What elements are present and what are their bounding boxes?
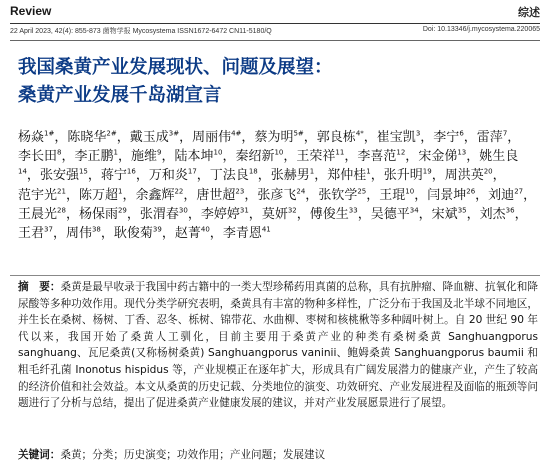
author-affiliation-marker: 23: [235, 187, 245, 196]
author-name: 宋金俤: [418, 149, 458, 165]
keywords-label: 关键词：: [18, 449, 61, 461]
author-name: 范宇光: [18, 187, 58, 203]
author-name: 李宁: [433, 130, 460, 145]
citation-bar: [10, 26, 540, 38]
author-list: 杨焱$^{1\#}$，陈晓华$^{2\#}$，戴玉成$^{3\#}$，周丽伟$^{4\#}$，蔡为明$^{5\#}$，郭良栋$^{4*}$，崔宝凯$^3$，李宁$^6$，雷萍$^7$，李长田$^8$，李正鹏$^1$，施维$^9$，陆本坤$^{10}$，秦绍新$^{10}$，王荣祥$^{11}$，李喜范$^{12}$，宋金俤$^{13}$，姚生良$^{14}$，张安强$^{15}$，蒋宁$^{16}$，万和炎$^{17}$，丁法良$^{18}$，张赫男$^1$，郑仲桂$^1$，张升明$^{19}$，周洪英$^{20}$，范宇光$^{21}$，陈万超$^1$，余鑫辉$^{22}$，唐世超$^{23}$，张彦飞$^{24}$，张钦学$^{25}$，王琨$^{10}$，闫景坤$^{26}$，刘迪$^{27}$，王晨光$^{28}$，杨保雨$^{29}$，张渭春$^{30}$，李婷婷$^{31}$，莫妍$^{32}$，傅俊生$^{33}$，吴德平$^{34}$，宋斌$^{35}$，刘杰$^{36}$，王君$^{37}$，周伟$^{38}$，耿俊菊$^{39}$，赵菁$^{40}$，李青恩$^{41}$: [18, 129, 537, 242]
author-affiliation-marker: 9: [157, 148, 162, 157]
author-name: 李婷婷: [200, 206, 240, 222]
author-name: 王君: [18, 226, 45, 242]
abstract-text: 桑黄是最早收录于我国中药古籍中的一类大型珍稀药用真菌的总称，具有抗肿瘤、降血糖、抗氧化和降尿酸等多种功效作用。现代分类学研究表明，桑黄具有丰富的物种多样性，广泛分布于我国及北半球不同地区，并生长在桑树、杨树、丁香、忍冬、栎树、锦带花、水曲柳、枣树和核桃楸等多种阔叶树上。自 20 世纪 90 年代以来，我国开始了桑黄人工驯化，目前主要用于桑黄产业的种类有桑树桑黄 Sanghuangporus sanghuang、瓦尼桑黄(又称杨树桑黄) Sanghuangporus vaninii、鲍姆桑黄 Sanghuangporus baumii 和粗毛纤孔菌 Inonotus hispidus 等，产业规模正在逐年扩大，形成具有广阔发展潜力的健康产业，产生了较高的经济价值和社会效益。本文从桑黄的历史记载、分类地位的演变、功效研究、产业发展进程及面临的瓶颈等问题进行了分析与总结，提出了促进桑黄产业健康发展的建议，并对产业发展愿景进行了展望。: [18, 281, 538, 410]
author-name: 刘杰: [479, 206, 506, 222]
author-affiliation-marker: 41: [261, 225, 271, 234]
author-affiliation-marker: 38: [91, 225, 101, 234]
author-affiliation-marker: 1: [113, 148, 118, 157]
author-name: 唐世超: [196, 187, 236, 203]
author-name: 郭良栋: [316, 130, 356, 145]
author-affiliation-marker: 1: [366, 168, 371, 177]
author-affiliation-marker: 15: [78, 168, 88, 177]
author-name: 杨保雨: [78, 206, 118, 222]
author-affiliation-marker: 2#: [106, 129, 117, 138]
keywords: [18, 447, 538, 463]
author-name: 郑仲桂: [327, 168, 367, 184]
author-affiliation-marker: 30: [178, 206, 188, 215]
author-affiliation-marker: 1: [117, 187, 123, 196]
title-line-2: 桑黄产业发展千岛湖宣言: [18, 85, 222, 106]
citation-text: 22 April 2023, 42(4): 855-873 菌物学报 Mycosystema ISSN1672-6472 CN11-5180/Q: [10, 28, 272, 35]
author-name: 崔宝凯: [376, 130, 416, 145]
author-affiliation-marker: 10: [405, 187, 415, 196]
abstract-rule: [10, 275, 540, 276]
author-name: 张赫男: [270, 168, 310, 184]
author-name: 张安强: [39, 168, 79, 184]
doi-text[interactable]: Doi: 10.13346/j.mycosystema.220065: [422, 26, 540, 33]
author-affiliation-marker: 33: [348, 206, 358, 215]
author-affiliation-marker: 35: [457, 206, 467, 215]
author-affiliation-marker: 26: [466, 187, 476, 196]
abstract-label: 摘 要：: [18, 281, 61, 293]
author-name: 吴德平: [370, 206, 410, 222]
author-affiliation-marker: 10: [213, 148, 223, 157]
author-name: 张彦飞: [257, 187, 297, 203]
author-affiliation-marker: 17: [187, 168, 197, 177]
author-name: 蒋宁: [100, 168, 127, 184]
author-affiliation-marker: 4*: [355, 129, 364, 138]
author-name: 张钦学: [318, 187, 358, 203]
article-type-chinese: 综述: [518, 6, 540, 19]
author-affiliation-marker: 13: [457, 148, 467, 157]
author-affiliation-marker: 37: [44, 225, 53, 234]
author-name: 王琨: [379, 187, 406, 203]
author-name: 陈万超: [78, 187, 118, 203]
journal-header: [10, 4, 540, 22]
author-affiliation-marker: 40: [200, 225, 210, 234]
author-affiliation-marker: 11: [335, 148, 345, 157]
author-name: 施维: [131, 149, 158, 165]
author-affiliation-marker: 21: [57, 187, 66, 196]
author-name: 周伟: [65, 226, 92, 242]
author-name: 万和炎: [148, 168, 188, 184]
author-name: 闫景坤: [427, 187, 467, 203]
author-name: 傅俊生: [309, 206, 349, 222]
author-name: 周丽伟: [192, 130, 232, 145]
author-affiliation-marker: 14: [18, 168, 27, 177]
author-affiliation-marker: 22: [174, 187, 184, 196]
abstract: [18, 279, 538, 412]
author-affiliation-marker: 27: [514, 187, 524, 196]
author-name: 秦绍新: [235, 149, 275, 165]
author-affiliation-marker: 28: [57, 206, 66, 215]
author-affiliation-marker: 24: [296, 187, 306, 196]
author-name: 余鑫辉: [135, 187, 175, 203]
author-name: 李长田: [18, 149, 58, 165]
author-affiliation-marker: 7: [502, 129, 508, 138]
author-affiliation-marker: 4#: [231, 129, 242, 138]
author-name: 张渭春: [139, 206, 179, 222]
author-name: 姚生良: [479, 149, 519, 165]
author-affiliation-marker: 31: [239, 206, 249, 215]
author-name: 耿俊菊: [113, 226, 153, 242]
author-name: 张升明: [383, 168, 423, 184]
author-name: 莫妍: [261, 206, 288, 222]
author-affiliation-marker: 1: [309, 168, 315, 177]
author-affiliation-marker: 3#: [168, 129, 180, 138]
article-type-label: Review: [10, 4, 52, 18]
author-name: 蔡为明: [254, 130, 294, 145]
author-affiliation-marker: 16: [126, 168, 136, 177]
author-name: 陈晓华: [67, 130, 107, 145]
author-name: 李正鹏: [74, 149, 114, 165]
author-affiliation-marker: 8: [57, 148, 62, 157]
keywords-text: 桑黄；分类；历史演变；功效作用；产业问题；发展建议: [60, 449, 326, 461]
author-affiliation-marker: 32: [287, 206, 297, 215]
author-affiliation-marker: 34: [409, 206, 419, 215]
author-affiliation-marker: 6: [459, 129, 464, 138]
article-title: [18, 54, 333, 110]
author-name: 丁法良: [209, 168, 249, 184]
author-name: 王荣祥: [296, 149, 336, 165]
author-name: 王晨光: [18, 206, 58, 222]
author-affiliation-marker: 18: [248, 168, 258, 177]
author-name: 宋斌: [431, 206, 458, 222]
header-rule: [10, 23, 540, 24]
author-affiliation-marker: 3: [415, 129, 421, 138]
title-line-1: 我国桑黄产业发展现状、问题及展望：: [18, 57, 333, 78]
author-affiliation-marker: 29: [117, 206, 127, 215]
author-affiliation-marker: 36: [505, 206, 515, 215]
author-name: 雷萍: [476, 130, 503, 145]
author-affiliation-marker: 10: [274, 148, 284, 157]
author-name: 周洪英: [444, 168, 484, 184]
author-name: 陆本坤: [174, 149, 214, 165]
citation-rule: [10, 40, 540, 41]
author-name: 李喜范: [357, 149, 397, 165]
author-name: 刘迪: [488, 187, 515, 203]
author-name: 赵菁: [174, 226, 201, 242]
author-name: 杨焱: [18, 130, 45, 145]
author-affiliation-marker: 5#: [293, 129, 304, 138]
author-affiliation-marker: 25: [357, 187, 367, 196]
author-affiliation-marker: 19: [422, 168, 432, 177]
author-name: 李青恩: [222, 226, 262, 242]
author-affiliation-marker: 20: [483, 168, 493, 177]
author-affiliation-marker: 1#: [44, 129, 55, 138]
author-name: 戴玉成: [129, 130, 169, 145]
author-affiliation-marker: 39: [152, 225, 162, 234]
author-affiliation-marker: 12: [396, 148, 406, 157]
